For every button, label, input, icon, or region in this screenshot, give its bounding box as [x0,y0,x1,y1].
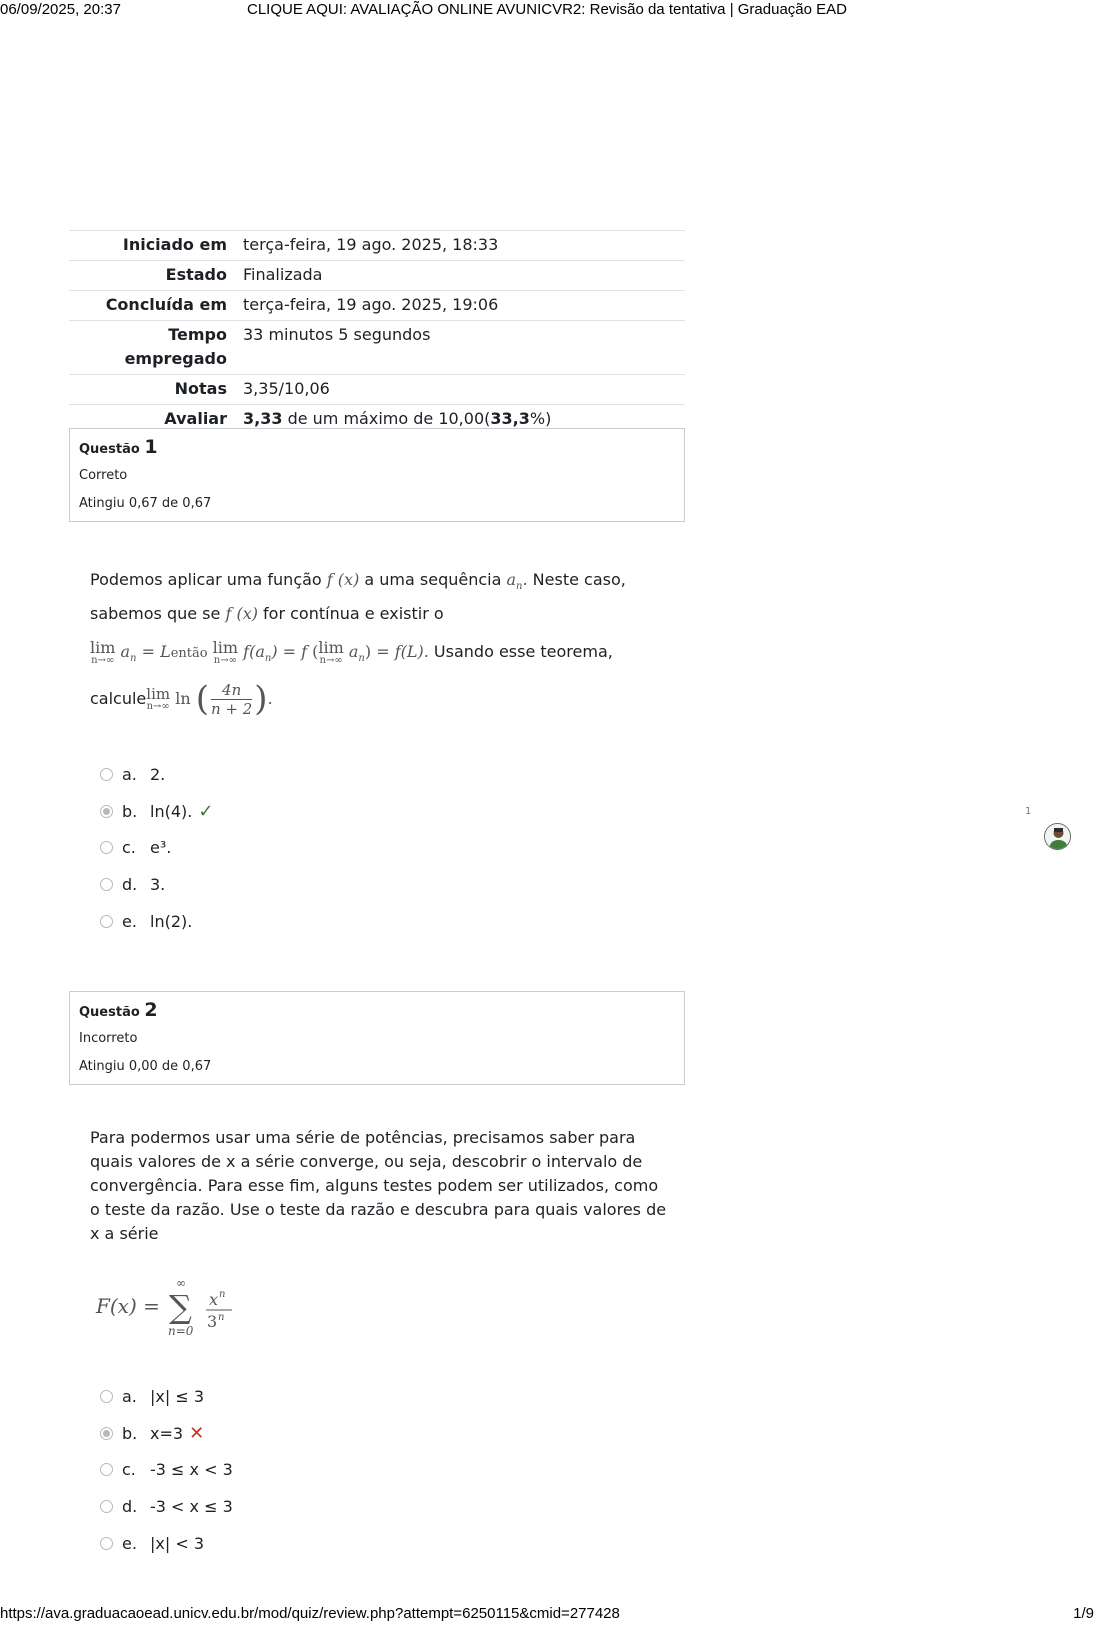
question-1-text [90,568,666,722]
summary-row-state [69,261,685,291]
q1-text-fragment: Usando esse teorema, [428,642,613,661]
question-1-info [69,428,685,522]
q1-line-1 [90,568,666,602]
summary-label [69,321,235,375]
answer-text: ln(2). [150,912,193,932]
answer-text: ln(4). [150,801,193,821]
answer-text: 2. [150,764,166,784]
answer-option[interactable] [100,756,213,793]
answer-text: e³. [150,838,172,858]
question-2-info [69,991,685,1085]
math-f-of-x: f (x) [225,604,258,623]
question-status: Incorreto [79,1031,138,1046]
math-limit-ln: lim n→∞ ln ( $\frac{4n}{n + 2}$ ) . [146,679,273,719]
answer-letter: d. [122,1497,138,1517]
answer-letter: e. [122,912,137,932]
radio-button[interactable] [100,1500,113,1513]
q2-line: quais valores de x a série converge, ou seja, descobrir o intervalo de [90,1152,643,1171]
radio-button[interactable] [100,915,113,928]
svg-text:n: n [218,1312,225,1323]
q1-text-fragment: Podemos aplicar uma função [90,570,327,589]
answer-letter: e. [122,1534,137,1554]
question-label: Questão [79,1005,145,1020]
print-url: https://ava.graduacaoead.unicv.edu.br/mod/quiz/review.php?attempt=6250115&cmid=277428 [0,1605,620,1622]
answer-option[interactable] [100,1415,233,1452]
answer-text: -3 ≤ x < 3 [150,1460,233,1480]
q1-line-3 [90,636,666,676]
answer-letter: c. [122,838,136,858]
print-footer [0,1605,1094,1625]
summary-value: terça-feira, 19 ago. 2025, 18:33 [235,231,685,261]
summary-label-line: empregado [124,349,227,368]
answer-letter: a. [122,764,137,784]
answer-text: 3. [150,875,166,895]
summary-value: 3,35/10,06 [235,375,685,405]
q2-line: Para podermos usar uma série de potências, precisamos saber para [90,1128,636,1147]
question-grade: Atingiu 0,00 de 0,67 [79,1059,212,1074]
summary-label: Estado [69,261,235,291]
summary-label: Notas [69,375,235,405]
answer-option[interactable] [100,1378,233,1415]
svg-text:n: n [219,1289,226,1300]
summary-value: 33 minutos 5 segundos [235,321,685,375]
q2-line: convergência. Para esse fim, alguns testes podem ser utilizados, como [90,1176,659,1195]
answer-text: -3 < x ≤ 3 [150,1497,233,1517]
answer-letter: c. [122,1460,136,1480]
grade-score: 3,33 [243,409,283,428]
grade-end: %) [529,409,552,428]
q1-line-2 [90,602,666,636]
print-header [0,0,1094,22]
print-page-number: 1/9 [1073,1605,1094,1622]
checkmark-icon: ✓ [198,800,214,822]
summary-label: Avaliar [69,405,235,435]
q1-text-fragment: Neste caso, [527,570,626,589]
answer-letter: b. [122,801,138,821]
avatar-icon [1045,824,1071,850]
answer-option[interactable] [100,903,213,940]
summary-row-marks [69,375,685,405]
question-status: Correto [79,468,128,483]
radio-button-selected[interactable] [100,1427,113,1440]
question-grade: Atingiu 0,67 de 0,67 [79,496,212,511]
summary-value: Finalizada [235,261,685,291]
q1-text-fragment: a uma sequência [359,570,507,589]
math-limit-theorem: lim n→∞ $a_n$ = Lentão lim n→∞ $f(a_n) = f$ (lim n→∞ $a_n) = f(L)$. [90,638,429,666]
question-number-value: 2 [144,999,158,1021]
answer-option[interactable] [100,1525,233,1562]
q2-line: x a série [90,1224,159,1243]
summary-label: Concluída em [69,291,235,321]
summary-value: terça-feira, 19 ago. 2025, 19:06 [235,291,685,321]
attempt-summary-table [69,230,685,434]
print-title: CLIQUE AQUI: AVALIAÇÃO ONLINE AVUNICVR2: Revisão da tentativa | Graduação EAD [247,1,847,18]
math-a-n: $a_n$. [506,570,528,593]
radio-button[interactable] [100,1463,113,1476]
question-2-answers [100,1378,233,1562]
summary-label-line: Tempo [168,325,227,344]
answer-letter: b. [122,1423,138,1443]
radio-button[interactable] [100,1537,113,1550]
answer-text: |x| ≤ 3 [150,1386,205,1406]
question-number [79,437,675,460]
summary-row-completed [69,291,685,321]
math-then-word: então [170,646,208,661]
q1-text-fragment: for contínua e existir o [257,604,444,623]
answer-letter: a. [122,1386,137,1406]
print-datetime: 06/09/2025, 20:37 [0,1,121,18]
question-number-value: 1 [144,436,158,458]
q1-line-4 [90,676,666,722]
svg-text:3: 3 [207,1312,218,1331]
svg-text:∞: ∞ [176,1276,186,1290]
question-1-answers [100,756,213,940]
cross-icon: ✕ [189,1422,205,1444]
sidebar-badge: 1 [1025,806,1032,817]
q2-line: o teste da razão. Use o teste da razão e descubra para quais valores de [90,1200,667,1219]
answer-option[interactable] [100,1488,233,1525]
q1-text-fragment: sabemos que se [90,604,226,623]
radio-button[interactable] [100,841,113,854]
answer-option[interactable] [100,866,213,903]
svg-text:n=0: n=0 [168,1324,194,1337]
math-f-of-x: f (x) [326,570,360,589]
question-2-text [90,1126,670,1246]
radio-button[interactable] [100,878,113,891]
answer-text: |x| < 3 [150,1534,205,1554]
grade-mid: de um máximo de 10,00( [282,409,491,428]
answer-option[interactable] [100,793,213,830]
answer-text: x=3 [150,1423,184,1443]
avatar[interactable] [1044,823,1071,850]
series-formula-graphic [94,1275,254,1337]
math-power-series [94,1275,254,1335]
summary-label: Iniciado em [69,231,235,261]
answer-option[interactable] [100,830,213,867]
svg-text:x: x [209,1290,219,1309]
svg-text:F(x) =: F(x) = [96,1294,160,1318]
svg-text:∑: ∑ [169,1288,192,1326]
answer-letter: d. [122,875,138,895]
grade-percent: 33,3 [490,409,530,428]
radio-button[interactable] [100,768,113,781]
answer-option[interactable] [100,1452,233,1489]
question-number [79,1000,675,1023]
q1-text-fragment: calcule [90,689,147,708]
radio-button[interactable] [100,1390,113,1403]
summary-row-started [69,231,685,261]
radio-button-selected[interactable] [100,805,113,818]
question-label: Questão [79,442,145,457]
summary-row-time [69,321,685,375]
